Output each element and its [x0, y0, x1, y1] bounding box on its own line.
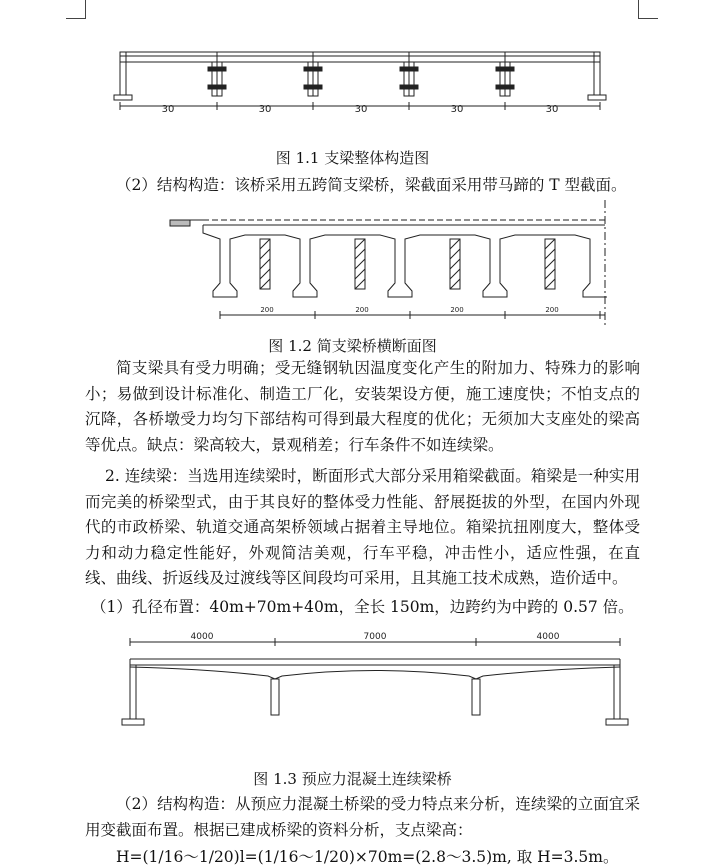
span-label: 30: [450, 104, 464, 115]
span-label: 4000: [536, 632, 560, 642]
dimension-label: 200: [545, 306, 559, 314]
figure-caption: 图 1.1 支梁整体构造图: [275, 149, 430, 167]
span-label: 4000: [190, 632, 214, 642]
figure-simple-beam-elevation: [100, 40, 620, 130]
paragraph-simple-beam: 简支梁具有受力明确；受无缝钢轨因温度变化产生的附加力、特殊力的影响小；易做到设计标准化、制造工厂化，安装架设方便，施工速度快；不怕支点的沉降，各桥墩受力均匀下部结构可得到最大程度的优化；无须加大支座处的梁高等优点。缺点：梁高较大，景观稍差；行车条件不如连续梁。: [85, 359, 640, 454]
dimension-label: 200: [450, 306, 464, 314]
span-label: 30: [258, 104, 272, 115]
structure-note: （2）结构构造：该桥采用五跨简支梁桥，梁截面采用带马蹄的 T 型截面。: [116, 176, 627, 194]
span-label: 30: [161, 104, 175, 115]
crop-mark-left-horizontal: [66, 18, 86, 19]
figure-caption: 图 1.2 简支梁桥横断面图: [268, 337, 437, 355]
paragraph-continuous-beam: 2. 连续梁：当选用连续梁时，断面形式大部分采用箱梁截面。箱梁是一种实用而完美的桥梁型式，由于其良好的整体受力性能、舒展挺拔的外型，在国内外现代的市政桥梁、轨道交通高架桥领域占据着主导地位。箱梁抗扭刚度大，整体受力和动力稳定性能好，外观简洁美观，行车平稳，冲击性小，适应性强，在直线、曲线、折返线及过渡线等区间段均可采用，且其施工技术成熟，造价适中。: [85, 467, 640, 587]
dimension-label: 200: [355, 306, 369, 314]
formula: H=(1/16～1/20)l=(1/16～1/20)×70m=(2.8～3.5)m, 取 H=3.5m。: [116, 848, 619, 866]
paragraph-structure-note: （2）结构构造：从预应力混凝土桥梁的受力特点来分析，连续梁的立面宜采用变截面布置。根据已建成桥梁的资料分析，支点梁高：: [85, 795, 640, 839]
span-label: 30: [354, 104, 368, 115]
dimension-label: 200: [260, 306, 274, 314]
figure-continuous-beam: [108, 625, 648, 730]
figure-caption: 图 1.3 预应力混凝土连续梁桥: [253, 770, 452, 788]
figure-cross-section: [165, 195, 615, 330]
crop-mark-left-vertical: [85, 0, 86, 18]
span-label: 7000: [363, 632, 387, 642]
span-label: 30: [545, 104, 559, 115]
pier-group: [208, 62, 514, 96]
span-layout: （1）孔径布置：40m+70m+40m，全长 150m，边跨约为中跨的 0.57 倍。: [91, 598, 634, 616]
crop-mark-right-horizontal: [638, 18, 658, 19]
crop-mark-right-vertical: [638, 0, 639, 18]
